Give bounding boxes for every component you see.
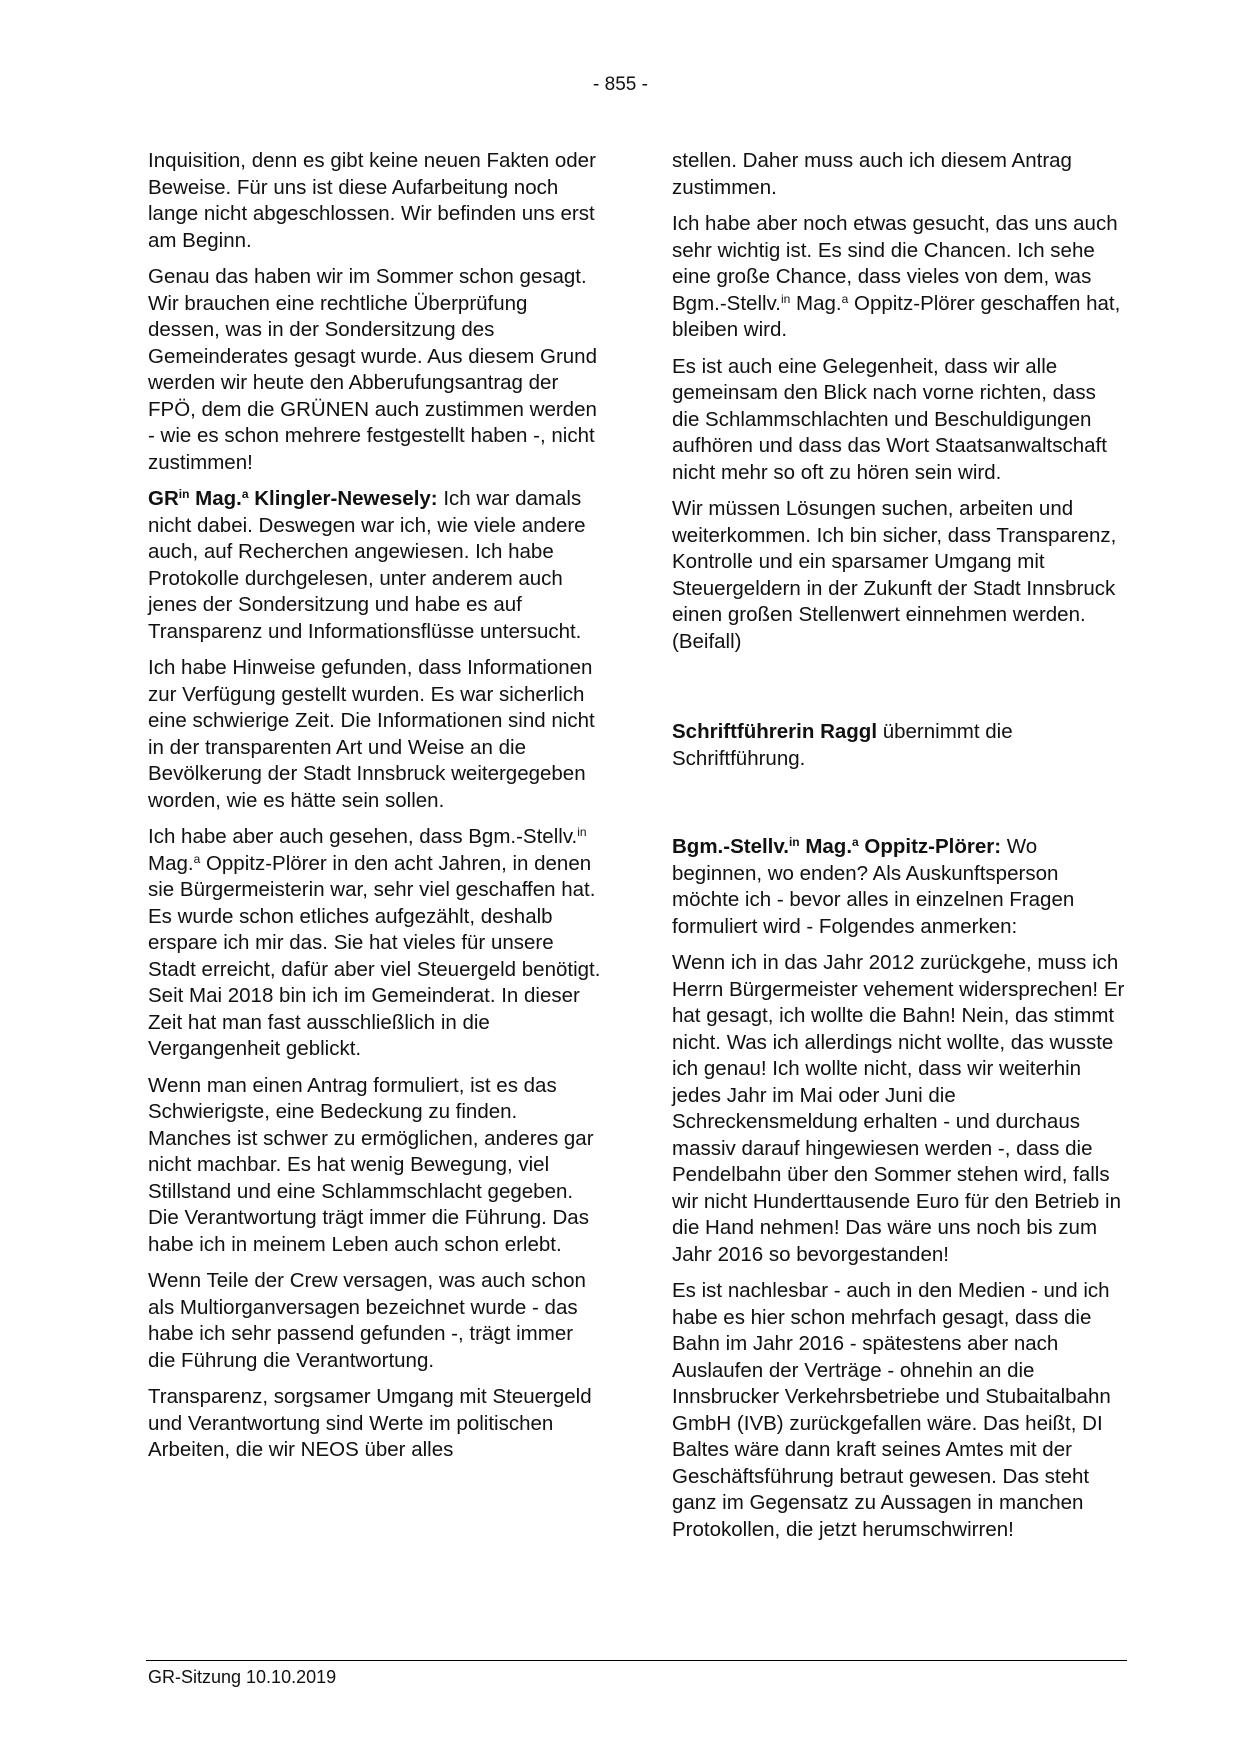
paragraph: Ich habe aber noch etwas gesucht, das uns auch sehr wichtig ist. Es sind die Chancen. Ich sehe eine große Chance, dass vieles von dem, was Bgm.-Stellv.$^{in}$ Mag.$^a$ Oppitz-Plörer geschaffen hat, bleiben wird. <box>672 212 1121 341</box>
paragraph: Genau das haben wir im Sommer schon gesagt. Wir brauchen eine rechtliche Überprüfung dessen, was in der Sondersitzung des Gemeinderates gesagt wurde. Aus diesem Grund werden wir heute den Abberufungsantrag der FPÖ, dem die GRÜNEN auch zustimmen werden - wie es schon mehrere festgestellt haben -, nicht zustimmen! <box>148 265 597 474</box>
paragraph: stellen. Daher muss auch ich diesem Antrag zustimmen. <box>672 149 1072 199</box>
speaker-paragraph <box>672 834 1127 940</box>
paragraph: Wir müssen Lösungen suchen, arbeiten und weiterkommen. Ich bin sicher, dass Transparenz, Kontrolle und ein sparsamer Umgang mit Steuergeldern in der Zukunft der Stadt Innsbruck einen großen Stellenwert einnehmen werden. (Beifall) <box>672 497 1117 653</box>
speech-text: Ich war damals nicht dabei. Deswegen war ich, wie viele andere auch, auf Recherchen angewiesen. Ich habe Protokolle durchgelesen, unter anderem auch jenes der Sondersitzung und habe es auf Transparenz und Informationsflüsse untersucht. <box>148 487 586 643</box>
paragraph: Ich habe Hinweise gefunden, dass Informationen zur Verfügung gestellt wurden. Es war sicherlich eine schwierige Zeit. Die Informationen sind nicht in der transparenten Art und Weise an die Bevölkerung der Stadt Innsbruck weitergegeben worden, wie es hätte sein sollen. <box>148 656 595 812</box>
paragraph: Transparenz, sorgsamer Umgang mit Steuergeld und Verantwortung sind Werte im politischen Arbeiten, die wir NEOS über alles <box>148 1385 592 1461</box>
right-column <box>672 148 1127 1553</box>
procedural-note: Schriftführerin Raggl übernimmt die Schriftführung. <box>672 720 1013 770</box>
speech-text: Wo beginnen, wo enden? Als Auskunftsperson möchte ich - bevor alles in einzelnen Fragen formuliert wird - Folgendes anmerken: <box>672 835 1075 938</box>
speaker-name: $GR^{in}$ Mag.$^a$ Klingler-Newesely: <box>148 487 438 510</box>
page-number: - 855 - <box>593 74 648 95</box>
paragraph: Es ist nachlesbar - auch in den Medien - und ich habe es hier schon mehrfach gesagt, dass die Bahn im Jahr 2016 - spätestens aber nach Auslaufen der Verträge - ohnehin an die Innsbrucker Verkehrsbetriebe und Stubaitalbahn GmbH (IVB) zurückgefallen wäre. Das heißt, DI Baltes wäre dann kraft seines Amtes mit der Geschäftsführung betraut gewesen. Das steht ganz im Gegensatz zu Aussagen in manchen Protokollen, die jetzt herumschwirren! <box>672 1279 1111 1541</box>
footer-text: GR-Sitzung 10.10.2019 <box>148 1667 337 1687</box>
paragraph: Wenn man einen Antrag formuliert, ist es das Schwierigste, eine Bedeckung zu finden. Manches ist schwer zu ermöglichen, anderes gar nicht machbar. Es hat wenig Bewegung, viel Stillstand und eine Schlammschlacht gegeben. Die Verantwortung trägt immer die Führung. Das habe ich in meinem Leben auch schon erlebt. <box>148 1073 594 1256</box>
paragraph: Wenn ich in das Jahr 2012 zurückgehe, muss ich Herrn Bürgermeister vehement widersprechen! Er hat gesagt, ich wollte die Bahn! Nein, das stimmt nicht. Was ich allerdings nicht wollte, das wusste ich genau! Ich wollte nicht, dass wir weiterhin jedes Jahr im Mai oder Juni die Schreckensmeldung erhalten - und durchaus massiv darauf hingewiesen werden -, dass die Pendelbahn über den Sommer stehen wird, falls wir nicht Hunderttausende Euro für den Betrieb in die Hand nehmen! Das wäre uns noch bis zum Jahr 2016 so bevorgestanden! <box>672 951 1125 1266</box>
left-column <box>148 148 603 1474</box>
speaker-paragraph <box>148 486 603 645</box>
speaker-name: Bgm.-Stellv.$^{in}$ Mag.$^a$ Oppitz-Plörer: <box>672 835 1002 858</box>
paragraph: Es ist auch eine Gelegenheit, dass wir alle gemeinsam den Blick nach vorne richten, dass die Schlammschlachten und Beschuldigungen aufhören und dass das Wort Staatsanwaltschaft nicht mehr so oft zu hören sein wird. <box>672 354 1107 484</box>
speaker-name: Schriftführerin Raggl <box>672 720 878 743</box>
paragraph: Inquisition, denn es gibt keine neuen Fakten oder Beweise. Für uns ist diese Aufarbeitung noch lange nicht abgeschlossen. Wir befinden uns erst am Beginn. <box>148 149 596 252</box>
footer-rule <box>146 1660 1127 1661</box>
paragraph: Wenn Teile der Crew versagen, was auch schon als Multiorganversagen bezeichnet wurde - das habe ich sehr passend gefunden -, trägt immer die Führung die Verantwortung. <box>148 1269 586 1372</box>
paragraph: Ich habe aber auch gesehen, dass Bgm.-Stellv.$^{in}$ Mag.$^a$ Oppitz-Plörer in den acht Jahren, in denen sie Bürgermeisterin war, sehr viel geschaffen hat. Es wurde schon etliches aufgezählt, deshalb erspare ich mir das. Sie hat vieles für unsere Stadt erreicht, dafür aber viel Steuergeld benötigt. Seit Mai 2018 bin ich im Gemeinderat. In dieser Zeit hat man fast ausschließlich in die Vergangenheit geblickt. <box>148 825 601 1060</box>
